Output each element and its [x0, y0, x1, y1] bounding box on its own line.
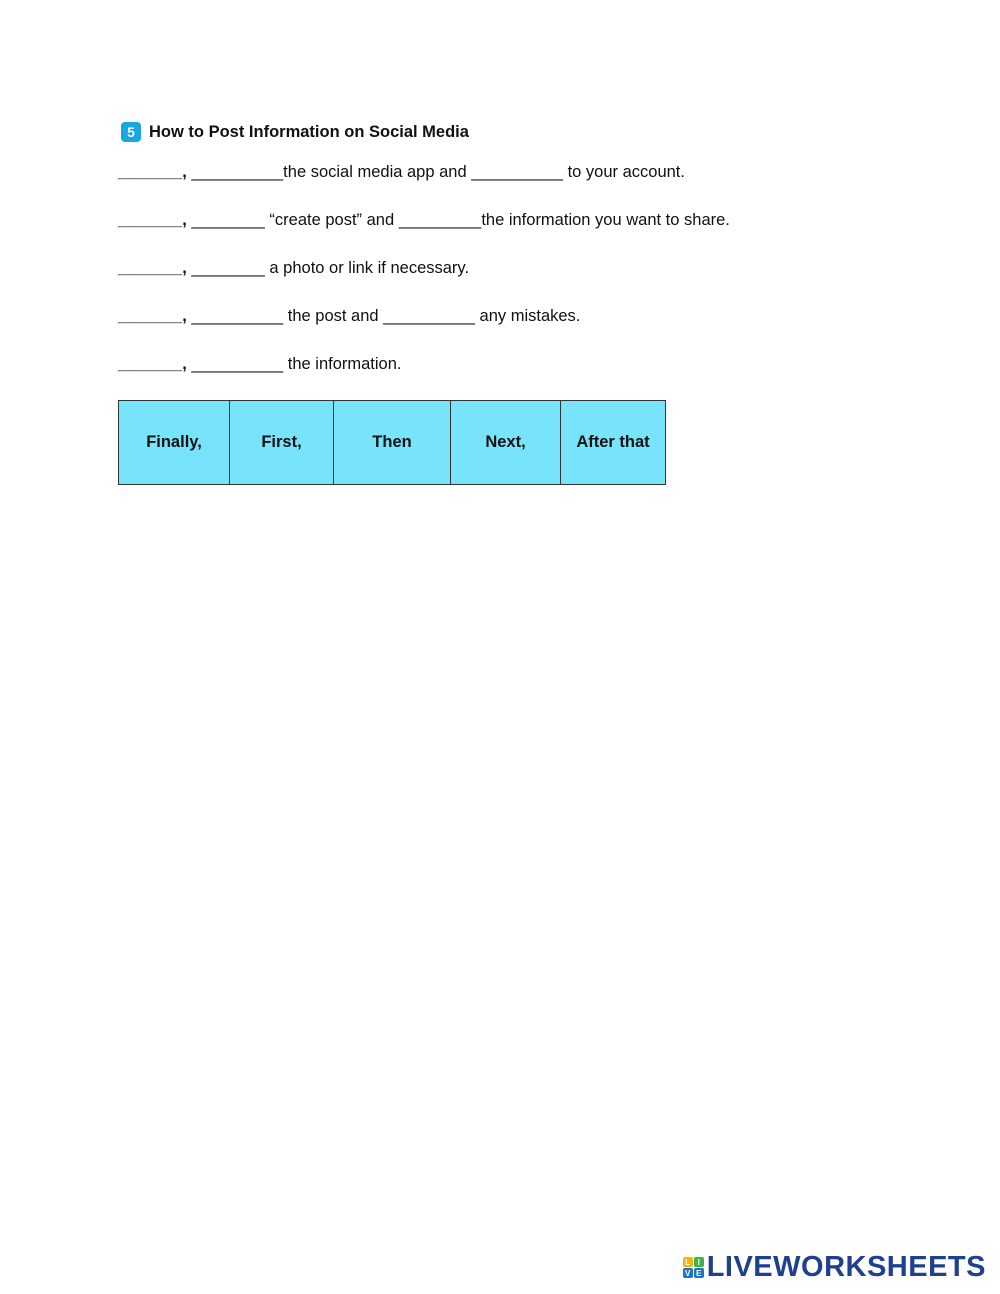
logo-mark-icon: L I V E [683, 1257, 704, 1278]
sentence-5 [118, 355, 402, 374]
sentence-4 [118, 307, 580, 326]
word-bank-item[interactable]: After that [561, 401, 666, 485]
sequence-blank-4[interactable]: _______, [118, 307, 187, 325]
section-title: How to Post Information on Social Media [149, 122, 469, 141]
sequence-blank-3[interactable]: _______, [118, 259, 187, 277]
sentence-5-text: __________ the information. [186, 355, 402, 373]
sentence-3-text: ________ a photo or link if necessary. [186, 259, 470, 277]
sentence-4-text: __________ the post and __________ any mistakes. [186, 307, 581, 325]
sentence-3 [118, 259, 469, 278]
sentence-1-text: __________the social media app and __________ to your account. [186, 163, 685, 181]
word-bank-item[interactable]: Next, [451, 401, 561, 485]
word-bank-row [119, 401, 666, 485]
section-heading [121, 121, 469, 143]
section-number-badge: 5 [121, 122, 141, 142]
sentence-2 [118, 211, 730, 230]
sentence-1 [118, 163, 685, 182]
sequence-blank-1[interactable]: _______, [118, 163, 187, 181]
word-bank-item[interactable]: First, [230, 401, 334, 485]
word-bank-table [118, 400, 666, 485]
word-bank-item[interactable]: Then [334, 401, 451, 485]
word-bank-item[interactable]: Finally, [119, 401, 230, 485]
logo-text: LIVEWORKSHEETS [706, 1251, 986, 1283]
sentence-2-text: ________ “create post” and _________the information you want to share. [186, 211, 730, 229]
sequence-blank-2[interactable]: _______, [118, 211, 187, 229]
sequence-blank-5[interactable]: _______, [118, 355, 187, 373]
liveworksheets-logo [683, 1251, 986, 1284]
